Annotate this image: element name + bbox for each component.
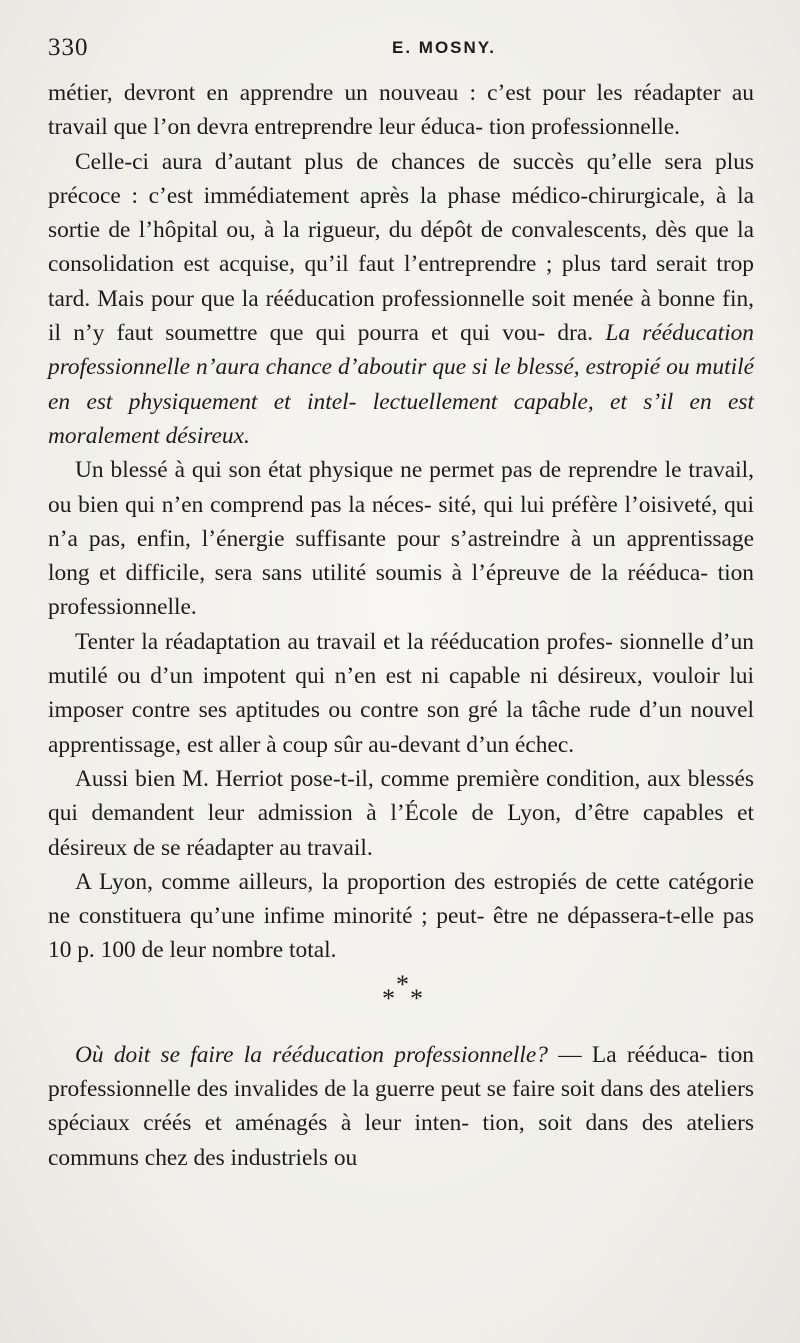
paragraph-1: métier, devront en apprendre un nouveau : c’est pour les réadapter au travail que l’on devra entreprendre leur éduca- tion professionnelle. bbox=[48, 80, 754, 141]
asterism-star: * bbox=[382, 983, 395, 1013]
paragraph-7 bbox=[48, 1038, 754, 1175]
paragraph-7-text: — La rééduca- tion professionnelle des invalides de la guerre peut se faire soit dans des ateliers spéciaux créés et aménagés à leur inten- tion, soit dans des ateliers communs chez des industriels ou bbox=[48, 1041, 754, 1171]
body-text bbox=[48, 76, 754, 1175]
paragraph-3: Un blessé à qui son état physique ne permet pas de reprendre le travail, ou bien qui n’en comprend pas la néces- sité, qui lui préfère l’oisiveté, qui n’a pas, enfin, l’énergie suffisante pour s’astreindre à un apprentissage long et difficile, sera sans utilité soumis à l’épreuve de la rééduca- tion professionnelle. bbox=[48, 457, 754, 621]
asterism-star: * bbox=[396, 969, 409, 999]
paragraph-4: Tenter la réadaptation au travail et la rééducation profes- sionnelle d’un mutilé ou d’un impotent qui n’en est ni capable ni désireux, vouloir lui imposer contre ses aptitudes ou contre son gré la tâche rude d’un nouvel apprentissage, est aller à coup sûr au-devant d’un échec. bbox=[48, 628, 754, 758]
running-head: E. MOSNY. bbox=[392, 38, 496, 57]
asterism-divider bbox=[48, 968, 754, 1038]
page-number: 330 bbox=[48, 34, 89, 61]
paragraph-2-italic: La rééducation professionnelle n’aura chance d’aboutir que si le blessé, estropié ou mutilé en est physiquement et intel- lectuellement capable, et s’il en est moralement désireux. bbox=[48, 320, 754, 449]
paragraph-2-text: Celle-ci aura d’autant plus de chances de succès qu’elle sera plus précoce : c’est immédiatement après la phase médico-chirurgicale, à la sortie de l’hôpital ou, à la rigueur, du dépôt de convalescents, dès que la consolidation est acquise, qu’il faut l’entreprendre ; plus tard serait trop tard. Mais pour que la rééducation professionnelle soit menée à bonne fin, il n’y faut soumettre que qui pourra et qui vou- dra. bbox=[48, 148, 754, 347]
page-header bbox=[48, 34, 752, 68]
paragraph-5: Aussi bien M. Herriot pose-t-il, comme première condition, aux blessés qui demandent leur admission à l’École de Lyon, d’être capables et désireux de se réadapter au travail. bbox=[48, 765, 754, 861]
paragraph-6: A Lyon, comme ailleurs, la proportion des estropiés de cette catégorie ne constituera qu’une infime minorité ; peut- être ne dépassera-t-elle pas 10 p. 100 de leur nombre total. bbox=[48, 868, 754, 964]
asterism-star: * bbox=[410, 983, 423, 1013]
section-question: Où doit se faire la rééducation professionnelle? bbox=[75, 1041, 548, 1068]
paragraph-2 bbox=[48, 145, 754, 454]
